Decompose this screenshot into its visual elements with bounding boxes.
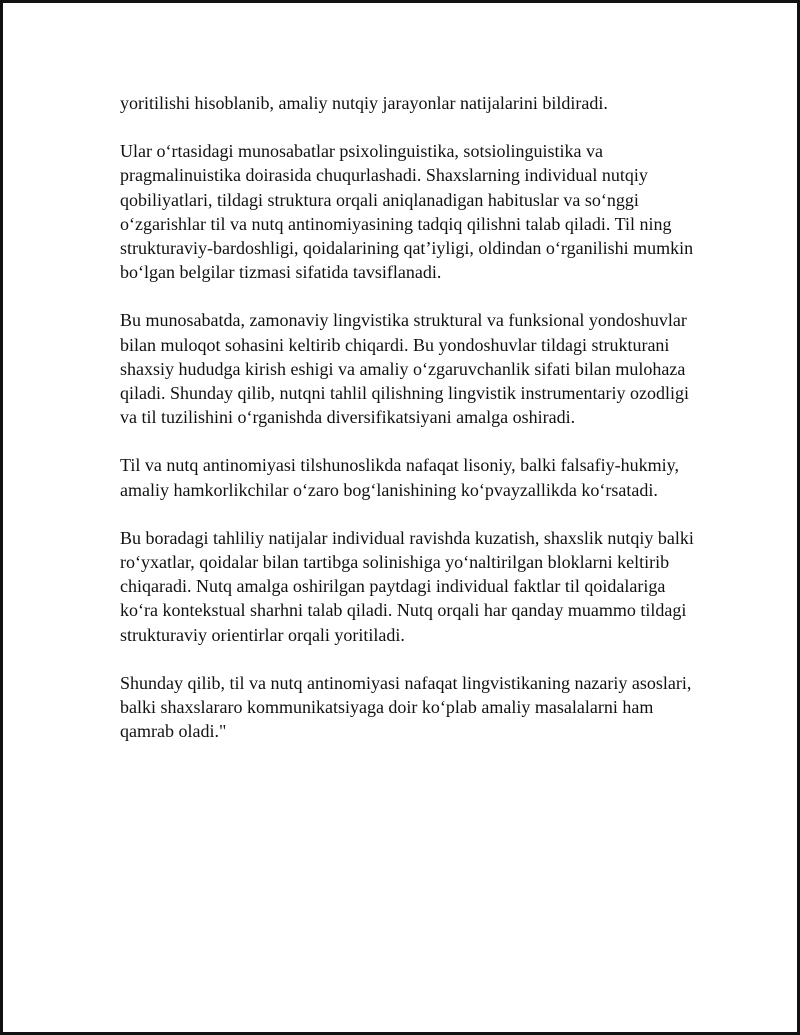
paragraph-6: Shunday qilib, til va nutq antinomiyasi nafaqat lingvistikaning nazariy asoslari, balki shaxslararo kommunikatsiyaga doir ko‘plab amaliy masalalarni ham qamrab oladi." <box>120 672 692 742</box>
paragraph-3: Bu munosabatda, zamonaviy lingvistika struktural va funksional yondoshuvlar bilan muloqot sohasini keltirib chiqardi. Bu yondoshuvlar tildagi strukturani shaxsiy hududga kirish eshigi va amaliy o‘zgaruvchanlik sifati bilan mulohaza qiladi. Shunday qilib, nutqni tahlil qilishning lingvistik instrumentariy ozodligi va til tuzilishini o‘rganishda diversifikatsiyani amalga oshiradi. <box>120 310 689 428</box>
paragraph-2: Ular o‘rtasidagi munosabatlar psixolinguistika, sotsiolinguistika va pragmalinuistika doirasida chuqurlashadi. Shaxslarning individual nutqiy qobiliyatlari, tildagi struktura orqali aniqlanadigan habituslar va so‘nggi o‘zgarishlar til va nutq antinomiyasining tadqiq qilishni talab qiladi. Til ning strukturaviy-bardoshligi, qoidalarining qat’iyligi, oldindan o‘rganilishi mumkin bo‘lgan belgilar tizmasi sifatida tavsiflanadi. <box>120 141 694 283</box>
document-body <box>120 91 695 743</box>
paragraph-4: Til va nutq antinomiyasi tilshunoslikda nafaqat lisoniy, balki falsafiy-hukmiy, amaliy hamkorlikchilar o‘zaro bog‘lanishining ko‘pvayzallikda ko‘rsatadi. <box>120 455 679 500</box>
paragraph-5: Bu boradagi tahliliy natijalar individual ravishda kuzatish, shaxslik nutqiy balki ro‘yxatlar, qoidalar bilan tartibga solinishiga yo‘naltirilgan bloklarni keltirib chiqaradi. Nutq amalga oshirilgan paytdagi individual faktlar til qoidalariga ko‘ra kontekstual sharhni talab qiladi. Nutq orqali har qanday muammo tildagi strukturaviy orientirlar orqali yoritiladi. <box>120 527 694 645</box>
paragraph-1: yoritilishi hisoblanib, amaliy nutqiy jarayonlar natijalarini bildiradi. <box>120 93 608 113</box>
